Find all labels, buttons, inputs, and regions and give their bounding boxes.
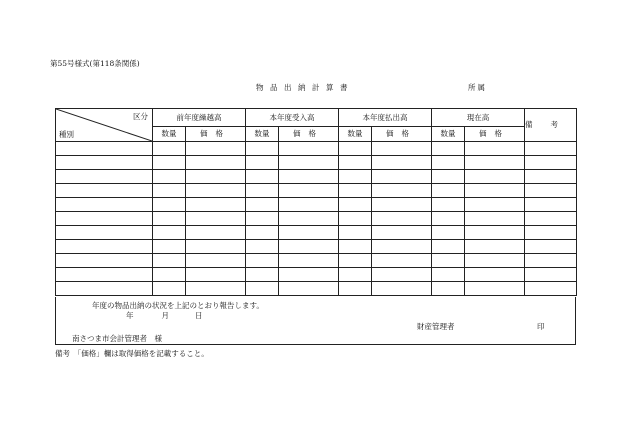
- table-cell[interactable]: [279, 198, 339, 212]
- table-row: [56, 254, 577, 268]
- ledger-table: [55, 108, 577, 296]
- table-cell[interactable]: [153, 254, 186, 268]
- table-cell[interactable]: [246, 198, 279, 212]
- table-row: [56, 198, 577, 212]
- table-cell[interactable]: [279, 142, 339, 156]
- table-cell[interactable]: [56, 268, 153, 282]
- table-cell[interactable]: [432, 212, 465, 226]
- table-cell[interactable]: [279, 156, 339, 170]
- table-cell[interactable]: [56, 240, 153, 254]
- table-cell[interactable]: [372, 240, 432, 254]
- table-cell[interactable]: [465, 226, 525, 240]
- table-row: [56, 240, 577, 254]
- table-cell[interactable]: [432, 170, 465, 184]
- table-cell[interactable]: [246, 240, 279, 254]
- table-cell[interactable]: [465, 268, 525, 282]
- table-cell[interactable]: [465, 142, 525, 156]
- table-cell[interactable]: [186, 184, 246, 198]
- table-cell[interactable]: [153, 142, 186, 156]
- price-header: 価格: [465, 127, 525, 142]
- table-cell[interactable]: [279, 212, 339, 226]
- form-title: 物品出納計算書: [256, 83, 354, 92]
- table-cell[interactable]: [372, 282, 432, 296]
- table-cell[interactable]: [153, 170, 186, 184]
- table-cell[interactable]: [525, 282, 577, 296]
- table-cell[interactable]: [432, 268, 465, 282]
- table-cell[interactable]: [246, 226, 279, 240]
- addressee: 南さつま市会計管理者 様: [72, 334, 162, 343]
- table-cell[interactable]: [432, 226, 465, 240]
- table-cell[interactable]: [525, 226, 577, 240]
- date-year-label: 年: [126, 311, 136, 320]
- table-cell[interactable]: [246, 184, 279, 198]
- table-cell[interactable]: [279, 268, 339, 282]
- table-cell[interactable]: [246, 156, 279, 170]
- table-cell[interactable]: [246, 212, 279, 226]
- table-cell[interactable]: [432, 184, 465, 198]
- table-cell[interactable]: [56, 282, 153, 296]
- qty-header: 数量: [339, 127, 372, 142]
- table-cell[interactable]: [56, 156, 153, 170]
- group-header-current: 現在高: [432, 109, 525, 127]
- table-cell[interactable]: [153, 282, 186, 296]
- table-row: [56, 170, 577, 184]
- department-label: 所属: [468, 83, 487, 92]
- table-cell[interactable]: [372, 254, 432, 268]
- table-cell[interactable]: [56, 184, 153, 198]
- table-cell[interactable]: [246, 142, 279, 156]
- table-cell[interactable]: [465, 170, 525, 184]
- table-cell[interactable]: [432, 254, 465, 268]
- table-cell[interactable]: [372, 184, 432, 198]
- table-cell[interactable]: [153, 184, 186, 198]
- table-cell[interactable]: [465, 212, 525, 226]
- table-cell[interactable]: [339, 240, 372, 254]
- table-row: [56, 282, 577, 296]
- table-cell[interactable]: [339, 156, 372, 170]
- table-cell[interactable]: [339, 254, 372, 268]
- table-cell[interactable]: [153, 226, 186, 240]
- manager-label: 財産管理者: [417, 322, 455, 331]
- table-cell[interactable]: [525, 268, 577, 282]
- table-cell[interactable]: [153, 268, 186, 282]
- table-cell[interactable]: [465, 254, 525, 268]
- group-header-received: 本年度受入高: [246, 109, 339, 127]
- table-cell[interactable]: [339, 268, 372, 282]
- table-cell[interactable]: [186, 170, 246, 184]
- date-month-label: 月: [161, 311, 171, 320]
- table-cell[interactable]: [525, 184, 577, 198]
- table-cell[interactable]: [279, 184, 339, 198]
- table-cell[interactable]: [153, 156, 186, 170]
- table-cell[interactable]: [186, 212, 246, 226]
- corner-bottom-label: 種別: [59, 129, 74, 139]
- seal-label: 印: [537, 322, 545, 331]
- table-cell[interactable]: [372, 156, 432, 170]
- table-cell[interactable]: [372, 198, 432, 212]
- table-cell[interactable]: [279, 170, 339, 184]
- table-cell[interactable]: [525, 156, 577, 170]
- table-cell[interactable]: [339, 142, 372, 156]
- table-cell[interactable]: [186, 198, 246, 212]
- table-cell[interactable]: [465, 240, 525, 254]
- table-cell[interactable]: [465, 198, 525, 212]
- table-cell[interactable]: [372, 142, 432, 156]
- table-cell[interactable]: [339, 282, 372, 296]
- table-row: [56, 184, 577, 198]
- table-cell[interactable]: [186, 254, 246, 268]
- table-cell[interactable]: [525, 212, 577, 226]
- table-cell[interactable]: [186, 226, 246, 240]
- price-header: 価格: [372, 127, 432, 142]
- table-cell[interactable]: [246, 170, 279, 184]
- price-header: 価格: [279, 127, 339, 142]
- table-cell[interactable]: [279, 240, 339, 254]
- table-cell[interactable]: [186, 156, 246, 170]
- group-header-issued: 本年度払出高: [339, 109, 432, 127]
- table-cell[interactable]: [186, 142, 246, 156]
- table-cell[interactable]: [246, 282, 279, 296]
- table-cell[interactable]: [432, 156, 465, 170]
- report-statement: 年度の物品出納の状況を上記のとおり報告します。: [92, 301, 264, 310]
- table-cell[interactable]: [465, 184, 525, 198]
- table-cell[interactable]: [56, 170, 153, 184]
- table-cell[interactable]: [339, 226, 372, 240]
- table-cell[interactable]: [525, 240, 577, 254]
- table-cell[interactable]: [339, 170, 372, 184]
- table-cell[interactable]: [525, 254, 577, 268]
- table-row: [56, 212, 577, 226]
- table-cell[interactable]: [465, 156, 525, 170]
- table-cell[interactable]: [372, 212, 432, 226]
- table-cell[interactable]: [279, 226, 339, 240]
- qty-header: 数量: [153, 127, 186, 142]
- table-row: [56, 156, 577, 170]
- table-row: [56, 142, 577, 156]
- table-cell[interactable]: [339, 198, 372, 212]
- table-cell[interactable]: [525, 170, 577, 184]
- table-cell[interactable]: [372, 170, 432, 184]
- table-cell[interactable]: [56, 254, 153, 268]
- table-cell[interactable]: [465, 282, 525, 296]
- table-cell[interactable]: [153, 240, 186, 254]
- table-row: [56, 268, 577, 282]
- table-cell[interactable]: [279, 282, 339, 296]
- table-cell[interactable]: [432, 240, 465, 254]
- table-cell[interactable]: [186, 240, 246, 254]
- table-cell[interactable]: [525, 142, 577, 156]
- table-cell[interactable]: [279, 254, 339, 268]
- form-number: 第55号様式(第118条関係): [50, 59, 140, 68]
- table-cell[interactable]: [432, 142, 465, 156]
- table-cell[interactable]: [339, 212, 372, 226]
- table-cell[interactable]: [186, 282, 246, 296]
- table-cell[interactable]: [56, 142, 153, 156]
- footnote: 備考 「価格」欄は取得価格を記載すること。: [55, 349, 209, 358]
- table-cell[interactable]: [153, 212, 186, 226]
- table-row: [56, 226, 577, 240]
- table-cell[interactable]: [432, 198, 465, 212]
- table-cell[interactable]: [372, 226, 432, 240]
- table-cell[interactable]: [56, 198, 153, 212]
- table-cell[interactable]: [56, 212, 153, 226]
- table-cell[interactable]: [525, 198, 577, 212]
- table-cell[interactable]: [246, 268, 279, 282]
- qty-header: 数量: [432, 127, 465, 142]
- table-cell[interactable]: [432, 282, 465, 296]
- table-cell[interactable]: [246, 254, 279, 268]
- group-header-carryover: 前年度繰越高: [153, 109, 246, 127]
- corner-top-label: 区分: [133, 112, 148, 121]
- price-header: 価格: [186, 127, 246, 142]
- report-date: [126, 312, 205, 320]
- table-cell[interactable]: [56, 226, 153, 240]
- qty-header: 数量: [246, 127, 279, 142]
- table-cell[interactable]: [186, 268, 246, 282]
- table-cell[interactable]: [153, 198, 186, 212]
- date-day-label: 日: [195, 311, 205, 320]
- table-cell[interactable]: [339, 184, 372, 198]
- corner-cell: [56, 109, 153, 142]
- table-cell[interactable]: [372, 268, 432, 282]
- remarks-header: 備考: [525, 109, 577, 142]
